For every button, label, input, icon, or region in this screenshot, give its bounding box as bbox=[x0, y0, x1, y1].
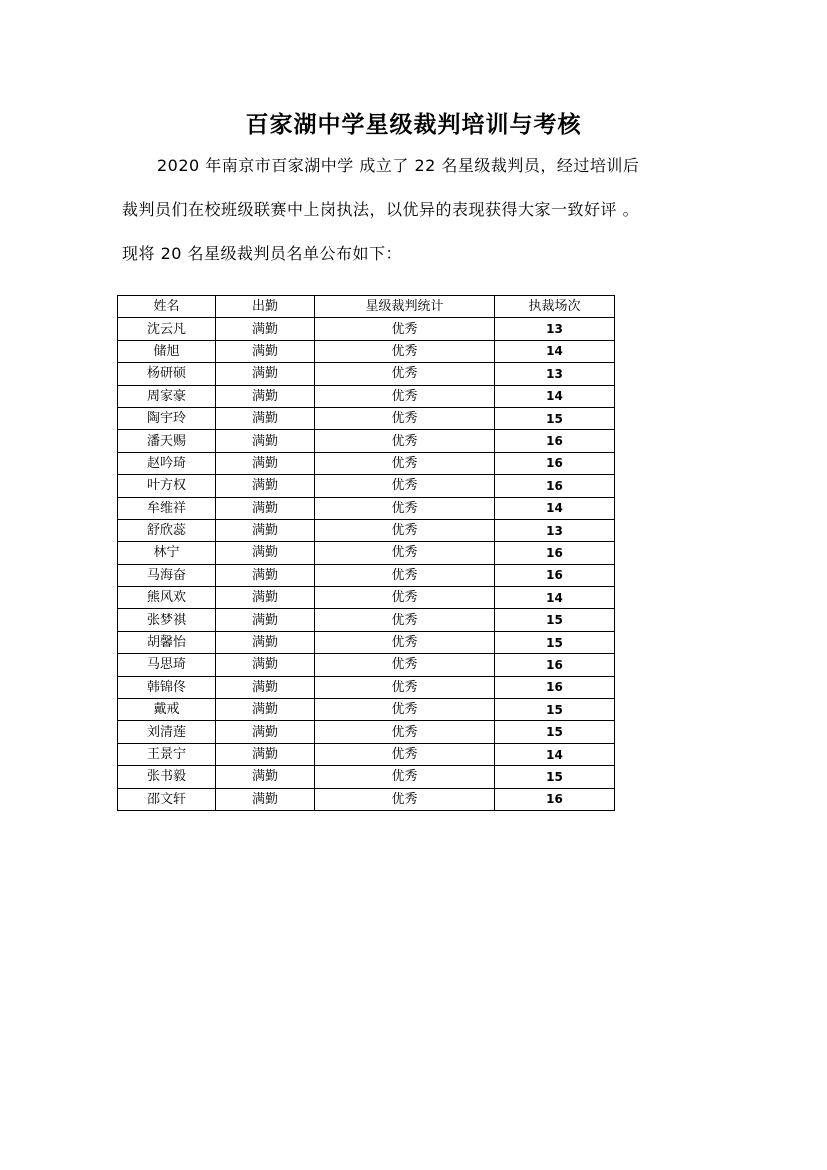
intro-paragraph-line-3: 现将 20 名星级裁判员名单公布如下： bbox=[122, 244, 403, 263]
cell-rating: 优秀 bbox=[315, 788, 495, 810]
cell-attendance: 满勤 bbox=[216, 475, 315, 497]
table-row bbox=[118, 497, 615, 519]
table-row bbox=[118, 699, 615, 721]
cell-attendance: 满勤 bbox=[216, 788, 315, 810]
intro-paragraph-line-2: 裁判员们在校班级联赛中上岗执法，以优异的表现获得大家一致好评 。 bbox=[122, 200, 640, 219]
header-name: 姓名 bbox=[118, 296, 216, 318]
cell-attendance: 满勤 bbox=[216, 542, 315, 564]
cell-games: 15 bbox=[495, 407, 615, 429]
table-row bbox=[118, 430, 615, 452]
table-row bbox=[118, 587, 615, 609]
table-row bbox=[118, 452, 615, 474]
cell-attendance: 满勤 bbox=[216, 497, 315, 519]
cell-attendance: 满勤 bbox=[216, 519, 315, 541]
header-games: 执裁场次 bbox=[495, 296, 615, 318]
cell-rating: 优秀 bbox=[315, 475, 495, 497]
table-row bbox=[118, 676, 615, 698]
cell-name: 熊风欢 bbox=[118, 587, 216, 609]
cell-rating: 优秀 bbox=[315, 587, 495, 609]
cell-rating: 优秀 bbox=[315, 609, 495, 631]
cell-name: 杨研硕 bbox=[118, 363, 216, 385]
cell-name: 牟维祥 bbox=[118, 497, 216, 519]
cell-games: 15 bbox=[495, 721, 615, 743]
cell-attendance: 满勤 bbox=[216, 609, 315, 631]
cell-attendance: 满勤 bbox=[216, 587, 315, 609]
table-row bbox=[118, 385, 615, 407]
cell-name: 潘天赐 bbox=[118, 430, 216, 452]
referee-table-header bbox=[118, 296, 615, 318]
cell-rating: 优秀 bbox=[315, 676, 495, 698]
cell-rating: 优秀 bbox=[315, 407, 495, 429]
cell-name: 张梦祺 bbox=[118, 609, 216, 631]
cell-name: 周家豪 bbox=[118, 385, 216, 407]
cell-games: 13 bbox=[495, 363, 615, 385]
cell-games: 16 bbox=[495, 430, 615, 452]
cell-games: 14 bbox=[495, 340, 615, 362]
cell-attendance: 满勤 bbox=[216, 407, 315, 429]
cell-name: 沈云凡 bbox=[118, 318, 216, 340]
table-row bbox=[118, 766, 615, 788]
table-row bbox=[118, 542, 615, 564]
cell-games: 16 bbox=[495, 475, 615, 497]
cell-rating: 优秀 bbox=[315, 743, 495, 765]
referee-table bbox=[117, 295, 615, 811]
cell-name: 陶宇玲 bbox=[118, 407, 216, 429]
cell-rating: 优秀 bbox=[315, 699, 495, 721]
cell-name: 戴戒 bbox=[118, 699, 216, 721]
header-row bbox=[118, 296, 615, 318]
cell-name: 张书毅 bbox=[118, 766, 216, 788]
cell-games: 15 bbox=[495, 766, 615, 788]
cell-attendance: 满勤 bbox=[216, 654, 315, 676]
cell-rating: 优秀 bbox=[315, 452, 495, 474]
cell-games: 14 bbox=[495, 385, 615, 407]
cell-rating: 优秀 bbox=[315, 430, 495, 452]
cell-games: 14 bbox=[495, 497, 615, 519]
table-row bbox=[118, 318, 615, 340]
table-row bbox=[118, 609, 615, 631]
cell-games: 16 bbox=[495, 654, 615, 676]
cell-games: 15 bbox=[495, 699, 615, 721]
cell-games: 16 bbox=[495, 788, 615, 810]
cell-rating: 优秀 bbox=[315, 497, 495, 519]
cell-name: 胡馨怡 bbox=[118, 631, 216, 653]
cell-rating: 优秀 bbox=[315, 721, 495, 743]
cell-rating: 优秀 bbox=[315, 542, 495, 564]
document-title: 百家湖中学星级裁判培训与考核 bbox=[245, 111, 582, 138]
intro-paragraph-line-1: 2020 年南京市百家湖中学 成立了 22 名星级裁判员，经过培训后 bbox=[157, 156, 640, 175]
cell-name: 林宁 bbox=[118, 542, 216, 564]
table-row bbox=[118, 743, 615, 765]
cell-games: 16 bbox=[495, 564, 615, 586]
header-attendance: 出勤 bbox=[216, 296, 315, 318]
cell-attendance: 满勤 bbox=[216, 766, 315, 788]
cell-rating: 优秀 bbox=[315, 340, 495, 362]
cell-name: 邵文轩 bbox=[118, 788, 216, 810]
cell-attendance: 满勤 bbox=[216, 385, 315, 407]
cell-games: 15 bbox=[495, 609, 615, 631]
cell-name: 储旭 bbox=[118, 340, 216, 362]
cell-games: 16 bbox=[495, 542, 615, 564]
cell-games: 13 bbox=[495, 318, 615, 340]
cell-games: 15 bbox=[495, 631, 615, 653]
cell-attendance: 满勤 bbox=[216, 318, 315, 340]
cell-rating: 优秀 bbox=[315, 318, 495, 340]
cell-name: 赵吟琦 bbox=[118, 452, 216, 474]
cell-attendance: 满勤 bbox=[216, 452, 315, 474]
cell-games: 13 bbox=[495, 519, 615, 541]
table-row bbox=[118, 631, 615, 653]
cell-rating: 优秀 bbox=[315, 766, 495, 788]
table-row bbox=[118, 519, 615, 541]
cell-name: 舒欣蕊 bbox=[118, 519, 216, 541]
cell-name: 刘清莲 bbox=[118, 721, 216, 743]
cell-games: 14 bbox=[495, 743, 615, 765]
cell-games: 16 bbox=[495, 676, 615, 698]
table-row bbox=[118, 721, 615, 743]
table-row bbox=[118, 654, 615, 676]
cell-games: 16 bbox=[495, 452, 615, 474]
table-row bbox=[118, 564, 615, 586]
cell-rating: 优秀 bbox=[315, 631, 495, 653]
table-row bbox=[118, 363, 615, 385]
cell-rating: 优秀 bbox=[315, 385, 495, 407]
cell-attendance: 满勤 bbox=[216, 564, 315, 586]
cell-attendance: 满勤 bbox=[216, 743, 315, 765]
table-row bbox=[118, 407, 615, 429]
table-row bbox=[118, 788, 615, 810]
cell-name: 韩锦佟 bbox=[118, 676, 216, 698]
cell-attendance: 满勤 bbox=[216, 721, 315, 743]
referee-table-body bbox=[118, 318, 615, 811]
table-row bbox=[118, 340, 615, 362]
cell-name: 马海奋 bbox=[118, 564, 216, 586]
cell-games: 14 bbox=[495, 587, 615, 609]
cell-rating: 优秀 bbox=[315, 564, 495, 586]
table-row bbox=[118, 475, 615, 497]
cell-attendance: 满勤 bbox=[216, 363, 315, 385]
cell-name: 马思琦 bbox=[118, 654, 216, 676]
cell-attendance: 满勤 bbox=[216, 699, 315, 721]
cell-name: 叶方权 bbox=[118, 475, 216, 497]
cell-rating: 优秀 bbox=[315, 519, 495, 541]
cell-rating: 优秀 bbox=[315, 363, 495, 385]
cell-attendance: 满勤 bbox=[216, 340, 315, 362]
header-rating: 星级裁判统计 bbox=[315, 296, 495, 318]
cell-rating: 优秀 bbox=[315, 654, 495, 676]
cell-attendance: 满勤 bbox=[216, 676, 315, 698]
cell-attendance: 满勤 bbox=[216, 430, 315, 452]
cell-name: 王景宁 bbox=[118, 743, 216, 765]
cell-attendance: 满勤 bbox=[216, 631, 315, 653]
